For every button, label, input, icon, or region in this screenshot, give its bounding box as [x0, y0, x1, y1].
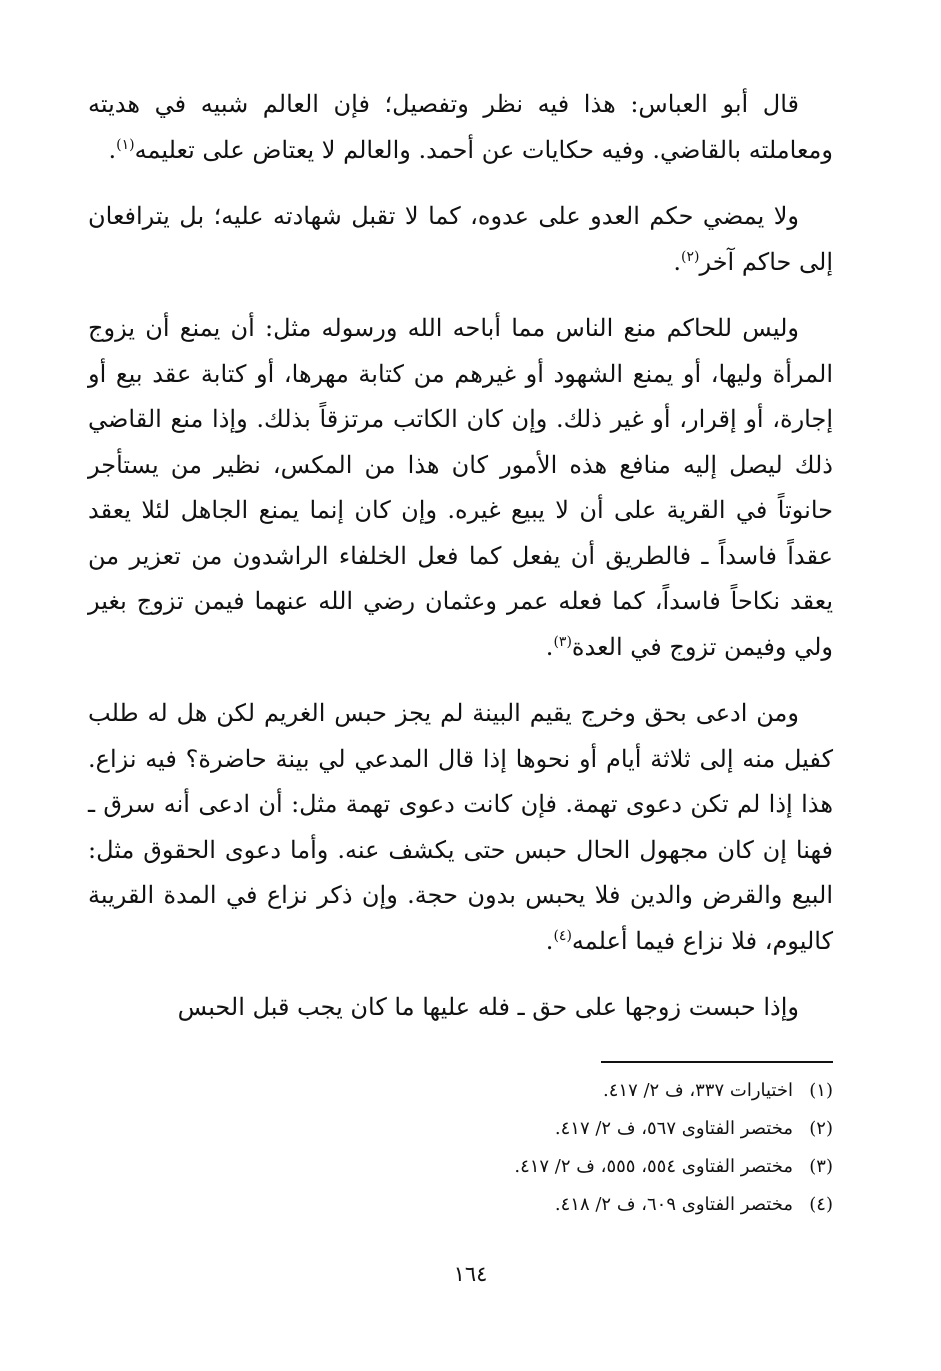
- footnotes: [300, 1072, 833, 1224]
- footnote-text: اختيارات ٣٣٧، ف ٢/ ٤١٧.: [603, 1080, 793, 1101]
- footnote-ref[interactable]: (١): [116, 136, 135, 153]
- footnote-text: مختصر الفتاوى ٥٦٧، ف ٢/ ٤١٧.: [554, 1118, 793, 1139]
- footnote-number: (٢): [809, 1118, 833, 1139]
- paragraph: ومن ادعى بحق وخرج يقيم البينة لم يجز حبس الغريم لكن هل له طلب كفيل منه إلى ثلاثة أيام أو نحوها إذا قال المدعي لي بينة حاضرة؟ فيه نزاع. هذا إذا لم تكن دعوى تهمة. فإن كانت دعوى تهمة مثل: أن ادعى أنه سرق ـ فهنا إن كان مجهول الحال حبس حتى يكشف عنه. وأما دعوى الحقوق مثل: البيع والقرض والدين فلا يحبس بدون حجة. وإن ذكر نزاع في المدة القريبة كاليوم، فلا نزاع فيما أعلمه$^{(٤)}$.: [88, 699, 833, 955]
- footnote: [300, 1110, 833, 1148]
- footnote: [300, 1148, 833, 1186]
- paragraph-text: قال أبو العباس: هذا فيه نظر وتفصيل؛ فإن العالم شبيه في هديته ومعاملته بالقاضي. وفيه حكايات عن أحمد. والعالم لا يعتاض على تعليمه: [88, 90, 833, 164]
- footnote-ref[interactable]: (٢): [680, 248, 700, 265]
- paragraph: وليس للحاكم منع الناس مما أباحه الله ورسوله مثل: أن يمنع أن يزوج المرأة وليها، أو يمنع الشهود أو غيرهم من كتابة مهرها، أو كتابة عقد بيع أو إجارة، أو إقرار، أو غير ذلك. وإن كان الكاتب مرتزقاً بذلك. وإذا منع القاضي ذلك ليصل إليه منافع هذه الأمور كان هذا من المكس، نظير من يستأجر حانوتاً في القرية على أن لا يبيع غيره. وإن كان إنما يمنع الجاهل لئلا يعقد عقداً فاسداً ـ فالطريق أن يفعل كما فعل الخلفاء الراشدون من تعزير من يعقد نكاحاً فاسداً، كما فعله عمر وعثمان رضي الله عنهما فيمن تزوج بغير ولي وفيمن تزوج في العدة$^{(٣)}$.: [88, 314, 833, 661]
- footnote-ref[interactable]: (٤): [553, 927, 572, 944]
- footnote-ref[interactable]: (٣): [553, 633, 572, 650]
- footnote-text: مختصر الفتاوى ٦٠٩، ف ٢/ ٤١٨.: [554, 1194, 793, 1215]
- footnote: [300, 1072, 833, 1110]
- paragraph-text: ولا يمضي حكم العدو على عدوه، كما لا تقبل شهادته عليه؛ بل يترافعان إلى حاكم آخر: [88, 202, 833, 276]
- footnote-divider: [601, 1061, 833, 1063]
- footnote-text: مختصر الفتاوى ٥٥٤، ٥٥٥، ف ٢/ ٤١٧.: [514, 1156, 793, 1177]
- paragraph-text: ومن ادعى بحق وخرج يقيم البينة لم يجز حبس الغريم لكن هل له طلب كفيل منه إلى ثلاثة أيام أو نحوها إذا قال المدعي لي بينة حاضرة؟ فيه نزاع. هذا إذا لم تكن دعوى تهمة. فإن كانت دعوى تهمة مثل: أن ادعى أنه سرق ـ فهنا إن كان مجهول الحال حبس حتى يكشف عنه. وأما دعوى الحقوق مثل: البيع والقرض والدين فلا يحبس بدون حجة. وإن ذكر نزاع في المدة القريبة كاليوم، فلا نزاع فيما أعلمه: [88, 699, 833, 955]
- footnote-number: (١): [809, 1080, 833, 1101]
- paragraph: [88, 985, 833, 1031]
- footnote-number: (٤): [809, 1194, 833, 1215]
- paragraph: قال أبو العباس: هذا فيه نظر وتفصيل؛ فإن العالم شبيه في هديته ومعاملته بالقاضي. وفيه حكايات عن أحمد. والعالم لا يعتاض على تعليمه$^{(١)}$.: [88, 90, 833, 164]
- paragraph: ولا يمضي حكم العدو على عدوه، كما لا تقبل شهادته عليه؛ بل يترافعان إلى حاكم آخر$^{(٢)}$.: [88, 202, 833, 276]
- footnote-number: (٣): [809, 1156, 833, 1177]
- paragraph-text: وليس للحاكم منع الناس مما أباحه الله ورسوله مثل: أن يمنع أن يزوج المرأة وليها، أو يمنع الشهود أو غيرهم من كتابة مهرها، أو كتابة عقد بيع أو إجارة، أو إقرار، أو غير ذلك. وإن كان الكاتب مرتزقاً بذلك. وإذا منع القاضي ذلك ليصل إليه منافع هذه الأمور كان هذا من المكس، نظير من يستأجر حانوتاً في القرية على أن لا يبيع غيره. وإن كان إنما يمنع الجاهل لئلا يعقد عقداً فاسداً ـ فالطريق أن يفعل كما فعل الخلفاء الراشدون من تعزير من يعقد نكاحاً فاسداً، كما فعله عمر وعثمان رضي الله عنهما فيمن تزوج بغير ولي وفيمن تزوج في العدة: [88, 314, 833, 661]
- footnote: [300, 1186, 833, 1224]
- page-number: ١٦٤: [453, 1262, 488, 1286]
- main-text: [88, 82, 833, 1031]
- paragraph-text: وإذا حبست زوجها على حق ـ فله عليها ما كان يجب قبل الحبس: [177, 993, 799, 1021]
